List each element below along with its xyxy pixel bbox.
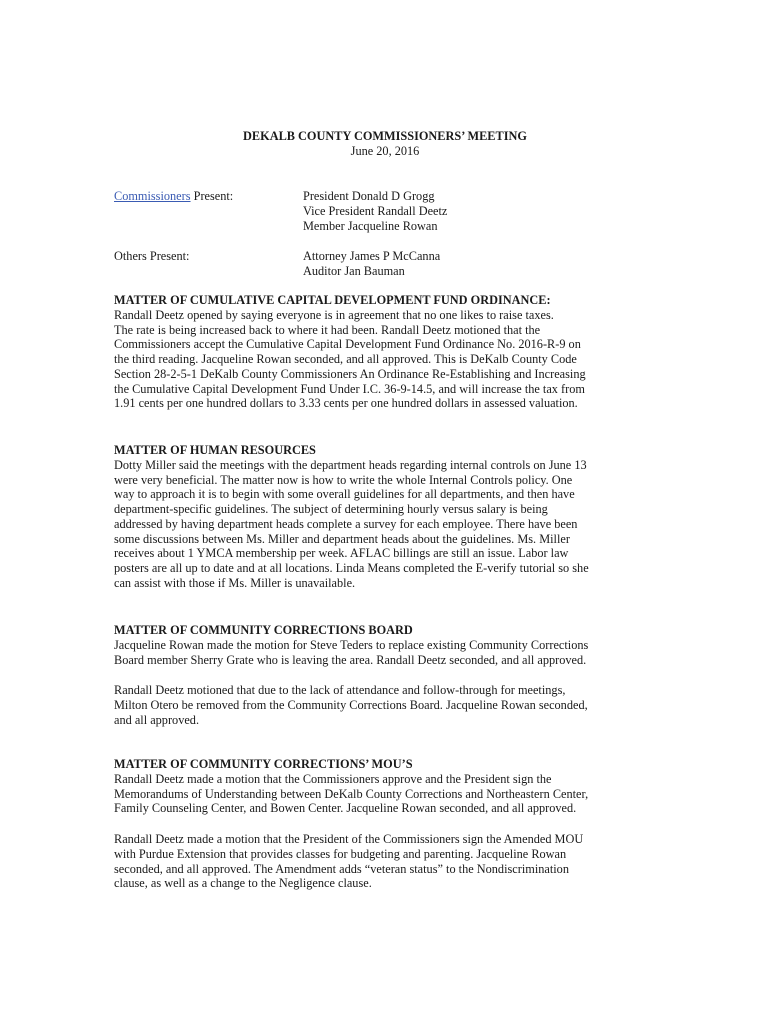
section-heading: MATTER OF CUMULATIVE CAPITAL DEVELOPMENT FUND ORDINANCE: [114,293,551,307]
section-heading: MATTER OF COMMUNITY CORRECTIONS BOARD [114,623,413,637]
section-community-corrections-mou [114,757,659,816]
section-paragraph: Randall Deetz motioned that due to the lack of attendance and follow-through for meetings, Milton Otero be removed from the Community Corrections Board. Jacqueline Rowan seconded, and all approved. [114,683,588,727]
commissioner-name: President Donald D Grogg [303,189,435,203]
section-cumulative-fund [114,293,659,411]
section-paragraph: Dotty Miller said the meetings with the department heads regarding internal controls on June 13 were very beneficial. The matter now is how to write the whole Internal Controls policy. One way to approach it is to begin with some overall guidelines for all departments, and then have department-specific guidelines. The subject of determining hourly versus salary is being addressed by having department heads complete a survey for each employee. There have been some discussions between Ms. Miller and department heads about the guidelines. Ms. Miller receives about 1 YMCA membership per week. AFLAC billings are still an issue. Labor law posters are all up to date and at all locations. Linda Means completed the E-verify tutorial so she can assist with those if Ms. Miller is unavailable. [114,457,589,590]
commissioner-name: Vice President Randall Deetz [303,203,448,218]
commissioners-link[interactable]: Commissioners [114,189,191,203]
attendee-name: Auditor Jan Bauman [303,263,405,278]
section-paragraph: Randall Deetz made a motion that the Commissioners approve and the President sign the Memorandums of Understanding between DeKalb County Corrections and Northeastern Center, Family Counseling Center, and Bowen Center. Jacqueline Rowan seconded, and all approved. [114,771,589,816]
document-title: DEKALB COUNTY COMMISSIONERS’ MEETING [243,129,527,143]
section-heading: MATTER OF COMMUNITY CORRECTIONS’ MOU’S [114,757,413,771]
section-community-corrections-board [114,623,659,667]
commissioners-list [303,189,447,233]
attendee-name: Attorney James P McCanna [303,249,441,263]
section-heading: MATTER OF HUMAN RESOURCES [114,443,316,457]
section-paragraph: Jacqueline Rowan made the motion for Steve Teders to replace existing Community Corrections Board member Sherry Grate who is leaving the area. Randall Deetz seconded, and all approved. [114,637,589,667]
title-block [0,129,770,159]
commissioners-present-label: Commissioners Present: [114,189,234,203]
others-list [303,249,440,279]
commissioner-name: Member Jacqueline Rowan [303,218,438,233]
section-paragraph: Randall Deetz opened by saying everyone is in agreement that no one likes to raise taxes. The rate is being increased back to where it had been. Randall Deetz motioned that the Commissioners accept the Cumulative Capital Development Fund Ordinance No. 2016-R-9 on the third reading. Jacqueline Rowan seconded, and all approved. This is DeKalb County Code Section 28-2-5-1 DeKalb County Commissioners An Ordinance Re-Establishing and Increasing the Cumulative Capital Development Fund Under I.C. 36-9-14.5, and will increase the tax from 1.91 cents per one hundred dollars to 3.33 cents per one hundred dollars in assessed valuation. [114,307,586,411]
section-human-resources [114,443,659,591]
meeting-date: June 20, 2016 [350,143,420,158]
section-paragraph: Randall Deetz made a motion that the President of the Commissioners sign the Amended MOU with Purdue Extension that provides classes for budgeting and parenting. Jacqueline Rowan seconded, and all approved. The Amendment adds “veteran status” to the Nondiscrimination clause, as well as a change to the Negligence clause. [114,832,584,891]
others-present-label: Others Present: [114,249,190,263]
